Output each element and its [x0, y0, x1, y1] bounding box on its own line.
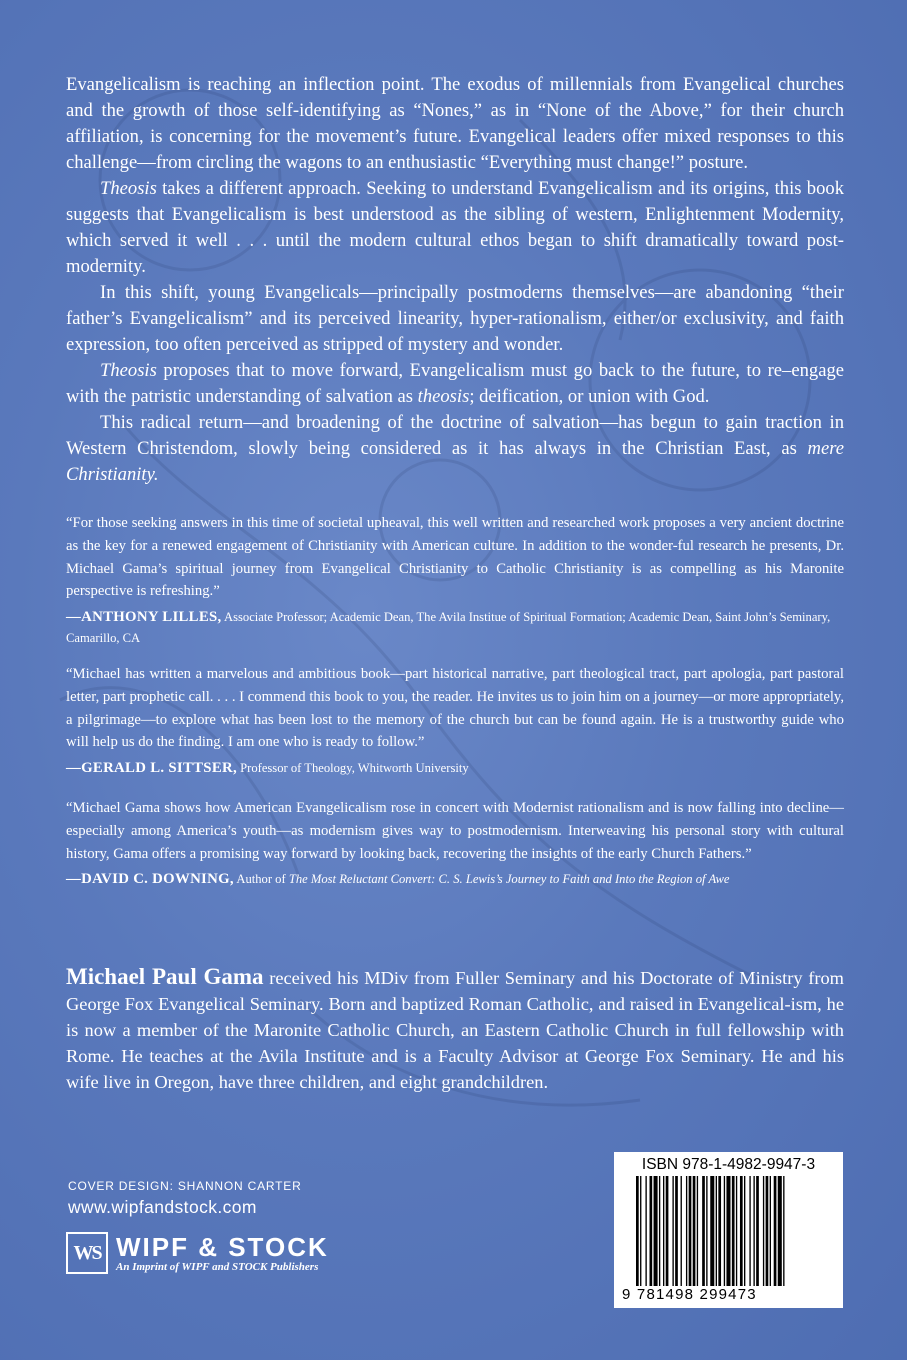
isbn-number: 9 781498 299473: [622, 1286, 840, 1303]
endorsement-downing: [66, 797, 844, 890]
author-bio: [66, 964, 844, 1095]
endorsement-sittser: [66, 663, 844, 779]
description-blurb: [66, 72, 844, 488]
barcode-bars-icon: [636, 1176, 830, 1292]
blurb-paragraph-1: Evangelicalism is reaching an inflection point. The exodus of millennials from Evangelical churches and the growth of those self-identifying as “Nones,” as in “None of the Above,” for their church affiliation, is concerning for the movement’s future. Evangelical leaders offer mixed responses to this challenge—from circling the wagons to an enthusiastic “Everything must change!” posture.: [66, 74, 844, 173]
endorsement-attribution: —DAVID C. DOWNING, Author of The Most Reluctant Convert: C. S. Lewis’s Journey to Faith and Into the Region of Awe: [66, 871, 730, 888]
blurb-paragraph-4: Theosis proposes that to move forward, Evangelicalism must go back to the future, to re–engage with the patristic understanding of salvation as theosis; deification, or union with God.: [66, 360, 844, 407]
endorsement-quote: “Michael has written a marvelous and ambitious book—part historical narrative, part theological tract, part apologia, part pastoral letter, part prophetic call. . . . I commend this book to you, the reader. He invites us to join him on a journey—or more appropriately, a pilgrimage—to explore what has been lost to the memory of the church but can be found again. He is a trustworthy guide who will help us do the finding. I am one who is ready to follow.”: [66, 666, 844, 751]
blurb-paragraph-5: This radical return—and broadening of the doctrine of salvation—has begun to gain traction in Western Christendom, slowly being considered as it has always in the Christian East, as mere Christianity.: [66, 412, 844, 485]
publisher-name: WIPF & STOCK: [116, 1231, 329, 1262]
cover-design-credit: COVER DESIGN: SHANNON CARTER: [68, 1179, 302, 1193]
endorsement-quote: “For those seeking answers in this time of societal upheaval, this well written and researched work proposes a very ancient doctrine as the key for a renewed engagement of Christianity with American culture. In addition to the wonder-ful research he presents, Dr. Michael Gama’s spiritual journey from Evangelical Christianity to Catholic Christianity is as compelling as his Maronite perspective is refreshing.”: [66, 515, 844, 600]
blurb-paragraph-2: Theosis takes a different approach. Seeking to understand Evangelicalism and its origins, this book suggests that Evangelicalism is best understood as the sibling of western, Enlightenment Modernity, which served it well . . . until the modern cultural ethos began to shift dramatically toward post-modernity.: [66, 178, 844, 277]
publisher-website: www.wipfandstock.com: [68, 1197, 257, 1217]
publisher-tagline: An Imprint of WIPF and STOCK Publishers: [116, 1260, 319, 1273]
isbn-label: ISBN 978-1-4982-9947-3: [641, 1156, 816, 1173]
cover-credits: [68, 1179, 302, 1218]
endorsement-attribution: —GERALD L. SITTSER, Professor of Theology, Whitworth University: [66, 760, 469, 777]
blurb-paragraph-3: In this shift, young Evangelicals—principally postmoderns themselves—are abandoning “their father’s Evangelicalism” and its perceived linearity, hyper-rationalism, either/or exclusivity, and faith expression, too often perceived as stripped of mystery and wonder.: [66, 282, 844, 355]
endorsement-lilles: [66, 512, 844, 649]
endorsement-quote: “Michael Gama shows how American Evangelicalism rose in concert with Modernist rationalism and is now falling into decline—especially among America’s youth—as modernism gives way to postmodernism. Interweaving his personal story with cultural history, Gama offers a promising way forward by looking back, recovering the insights of the early Church Fathers.”: [66, 800, 844, 862]
ws-logo-icon: WS: [66, 1232, 108, 1274]
author-name: Michael Paul Gama: [66, 964, 264, 989]
publisher-logo: [66, 1232, 329, 1274]
isbn-barcode: [614, 1152, 843, 1308]
author-bio-text: received his MDiv from Fuller Seminary and his Doctorate of Ministry from George Fox Evangelical Seminary. Born and baptized Roman Catholic, and raised in Evangelical-ism, he is now a member of the Maronite Catholic Church, an Eastern Catholic Church in full fellowship with Rome. He teaches at the Avila Institute and is a Faculty Advisor at George Fox Seminary. He and his wife live in Oregon, have three children, and eight grandchildren.: [66, 968, 844, 1092]
endorsement-attribution: —ANTHONY LILLES, Associate Professor; Academic Dean, The Avila Institue of Spiritual Formation; Academic Dean, Saint John’s Seminary, Camarillo, CA: [66, 609, 831, 646]
